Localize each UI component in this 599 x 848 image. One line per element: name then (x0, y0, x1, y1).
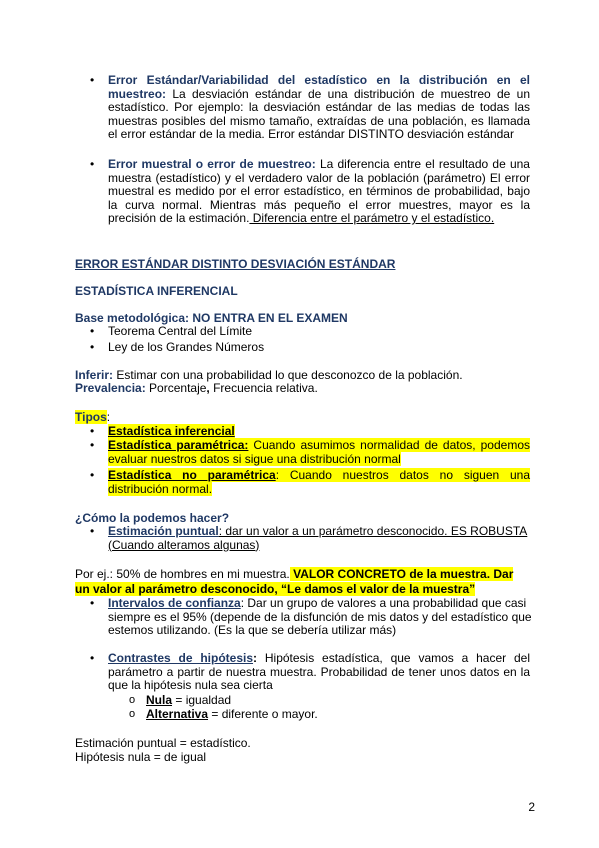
heading-estadistica-inferencial: ESTADÍSTICA INFERENCIAL (75, 284, 238, 298)
bullet-dot: • (90, 424, 95, 438)
bullet-error-muestral (108, 158, 530, 226)
tipos-colon: : (106, 410, 111, 424)
sub-term: Nula (146, 693, 173, 707)
tipos-item (108, 425, 235, 439)
tipos-term: Estadística no paramétrica (108, 468, 276, 482)
base-item: Teorema Central del Límite (108, 324, 253, 338)
estimacion-puntual-item (108, 525, 530, 552)
ejemplo-highlight: VALOR CONCRETO de la muestra. Dar un valor al parámetro desconocido, “Le damos el valor de la muestra” (75, 567, 514, 596)
bullet-dot: • (90, 596, 95, 610)
heading-error-estandar: ERROR ESTÁNDAR DISTINTO DESVIACIÓN ESTÁNDAR (75, 257, 396, 271)
ejemplo-line (75, 567, 531, 596)
tipos-line (75, 411, 110, 425)
bullet-dot: • (90, 468, 95, 482)
sub-bullet-marker: o (129, 708, 136, 720)
tipos-text: Cuando asumimos normalidad de datos, podemos evaluar nuestros datos si sigue una distribución normal (108, 438, 530, 466)
page-number: 2 (528, 800, 535, 814)
bullet-dot: • (90, 340, 95, 354)
inferir-text: Estimar con una probabilidad lo que desconozco de la población. (113, 368, 463, 382)
ejemplo-prefix: Por ej.: 50% de hombres en mi muestra. (75, 567, 290, 581)
bullet-text: La diferencia entre el resultado de una muestra (estadístico) y el verdadero valor de la población (parámetro) El error muestral es medido por el error estadístico, en términos de probabilidad, bajo la curva normal. Mientras más pequeño el error muestres, mayor es la precisión de la estimación. (108, 157, 530, 225)
base-item: Ley de los Grandes Números (108, 340, 265, 354)
bullet-text: La desviación estándar de una distribución de muestreo de un estadístico. Por ejemplo: la desviación estándar de las medias de todas las muestras posibles del mismo tamaño, extraídas de una población, es llamada el error estándar de la media. Error estándar DISTINTO desviación estándar (108, 86, 530, 141)
bullet-error-estandar (108, 74, 530, 142)
bullet-term: Error Estándar/Variabilidad del estadístico en la distribución en el muestreo: (108, 73, 530, 101)
sub-text: = igualdad (172, 693, 232, 707)
tipos-term: Estadística inferencial (108, 424, 235, 438)
intervalos-text: : Dar un grupo de valores a una probabilidad que casi siempre es el 95% (depende de la disfunción de mis datos y del estadístico que estemos utilizando. (Es la que se debería utilizar más) (108, 596, 532, 637)
prevalencia-label: Prevalencia: (75, 381, 146, 395)
bullet-dot: • (90, 438, 95, 452)
contrastes-colon: : (253, 651, 258, 665)
prevalencia-text2: Frecuencia relativa. (209, 381, 318, 395)
bullet-dot: • (90, 73, 95, 87)
estimacion-puntual-text: : dar un valor a un parámetro desconocido. ES ROBUSTA (Cuando alteramos algunas) (108, 524, 528, 552)
prevalencia-comma: , (206, 381, 210, 395)
intervalos-item (108, 597, 532, 638)
footer-line: Hipótesis nula = de igual (75, 750, 207, 764)
sub-item-alternativa (146, 708, 318, 722)
sub-bullet-marker: o (129, 694, 136, 706)
bullet-underlined-text: Diferencia entre el parámetro y el estadístico. (249, 211, 495, 225)
tipos-item (108, 439, 530, 466)
sub-item-nula (146, 694, 231, 708)
tipos-text: : Cuando nuestros datos no siguen una distribución normal. (108, 468, 531, 496)
contrastes-text: Hipótesis estadística, que vamos a hacer del parámetro a partir de nuestra muestra. Probabilidad de tener unos datos en la que la hipótesis nula sea cierta (108, 651, 530, 692)
prevalencia-line (75, 382, 318, 396)
contrastes-term: Contrastes de hipótesis (108, 651, 254, 665)
bullet-dot: • (90, 157, 95, 171)
bullet-dot: • (90, 524, 95, 538)
bullet-dot: • (90, 651, 95, 665)
bullet-term: Error muestral o error de muestreo: (108, 157, 316, 171)
tipos-label: Tipos (75, 410, 107, 424)
intervalos-term: Intervalos de confianza (108, 596, 241, 610)
base-metodologica-label: Base metodológica: NO ENTRA EN EL EXAMEN (75, 311, 348, 325)
tipos-item (108, 469, 530, 496)
inferir-label: Inferir: (75, 368, 114, 382)
bullet-dot: • (90, 324, 95, 338)
sub-text: = diferente o mayor. (208, 707, 318, 721)
prevalencia-text: Porcentaje (145, 381, 207, 395)
footer-line: Estimación puntual = estadístico. (75, 736, 251, 750)
como-label: ¿Cómo la podemos hacer? (75, 511, 230, 525)
tipos-term: Estadística paramétrica: (108, 438, 249, 452)
sub-term: Alternativa (146, 707, 209, 721)
contrastes-item (108, 652, 530, 693)
estimacion-puntual-term: Estimación puntual (108, 524, 219, 538)
